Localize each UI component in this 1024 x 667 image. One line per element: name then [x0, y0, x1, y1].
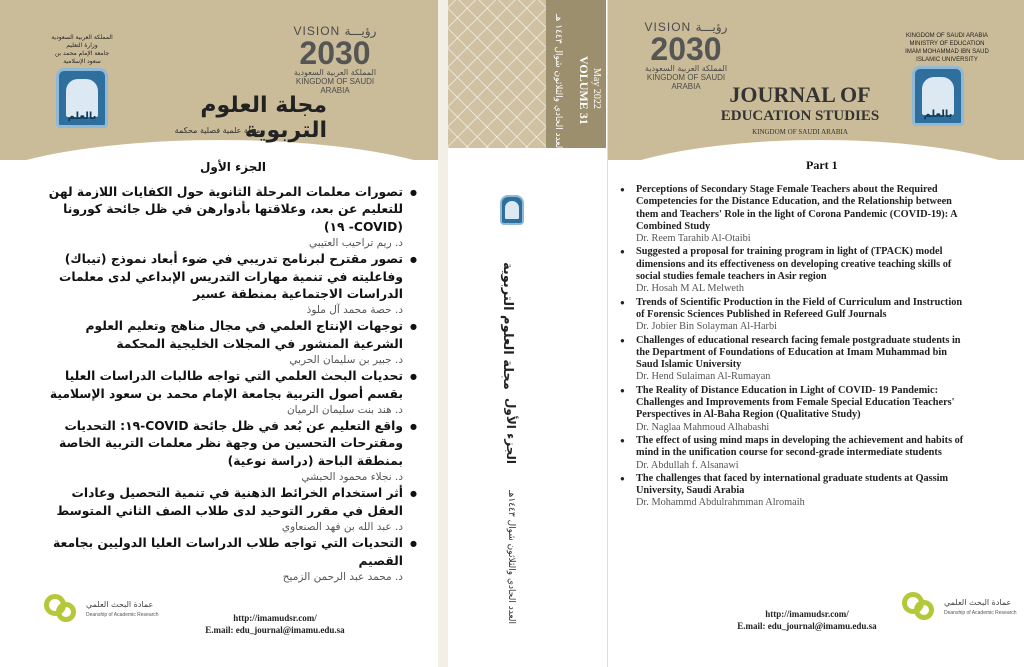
- article-title: Suggested a proposal for training program in light of (TPACK) model dimensions and its effectiveness on developing creative teaching skills of social studies female teachers in Asir region: [636, 246, 952, 283]
- article-title: أثر استخدام الخرائط الذهنية في تنمية التحصيل وعادات العقل في مقرر التوحيد لدى طلاب الصف الثاني المتوسط: [56, 486, 403, 518]
- article-author: Dr. Jobier Bin Solayman Al-Harbi: [636, 321, 777, 333]
- back-journal-title: مجلة العلوم التربوية: [200, 93, 327, 143]
- deanship-name-en: Deanship of Academic Research: [86, 612, 159, 618]
- back-journal-subtitle: مجلة علمية فصلية محكمة: [174, 126, 261, 135]
- article-item: [32, 251, 417, 317]
- spine-journal-title-ar: مجلة العلوم التربوية: [500, 262, 515, 390]
- vision-country-ar: المملكة العربية السعودية: [293, 68, 377, 77]
- article-title: Challenges of educational research facing female postgraduate students in the Department of Foundations of Education at Imam Muhammad bin Saud Islamic University: [636, 334, 961, 371]
- article-title: تصور مقترح لبرنامج تدريبي في ضوء أبعاد نموذج (تيباك) وفاعليته في تنمية مهارات التدريس الإبداعي لدى معلمات الدراسات الاجتماعية بمنطقة عسير: [58, 252, 403, 302]
- vision-country-ar: المملكة العربية السعودية: [644, 64, 728, 73]
- vision-year: 2030: [299, 35, 371, 71]
- spine-issue-ar: العدد الحادي والثلاثون شوال ١٤٤٣ هـ: [553, 14, 563, 151]
- article-author: Dr. Naglaa Mahmoud Alhabashi: [636, 421, 770, 433]
- front-deanship-logo: [900, 588, 1015, 628]
- spine-university-logo: [500, 195, 524, 225]
- article-title: Trends of Scientific Production in the Field of Curriculum and Instruction of Forensic Sciences Published in Refereed Gulf Journals: [636, 296, 963, 320]
- front-contact-email[interactable]: E.mail: edu_journal@imamu.edu.sa: [737, 621, 877, 631]
- front-journal-title-line1: JOURNAL OF: [729, 82, 871, 107]
- spine-left-strip: [438, 0, 448, 667]
- back-articles-list: [32, 184, 417, 585]
- back-contact-email[interactable]: E.mail: edu_journal@imamu.edu.sa: [205, 625, 345, 635]
- article-item: [620, 435, 970, 472]
- article-title: The challenges that faced by international graduate students at Qassim University, Saudi Arabia: [636, 472, 949, 497]
- back-university-line: جامعة الإمام محمد بن سعود الإسلامية: [54, 50, 110, 65]
- back-university-logo: [56, 68, 108, 128]
- front-university-line: ISLAMIC UNIVERSITY: [916, 57, 978, 63]
- back-university-block: [48, 34, 116, 66]
- article-author: د. محمد عبد الرحمن الزميح: [282, 570, 403, 583]
- front-contact: [712, 608, 902, 632]
- deanship-name-ar: عمادة البحث العلمي: [944, 598, 1012, 607]
- article-item: [32, 535, 417, 584]
- vision-label-ar: رؤيـــة: [344, 24, 377, 38]
- front-university-logo: [912, 66, 964, 126]
- deanship-name-ar: عمادة البحث العلمي: [86, 600, 154, 609]
- front-journal-subtitle: KINGDOM OF SAUDI ARABIA: [752, 128, 848, 136]
- back-contact: [180, 612, 370, 636]
- vision-label: VISION: [293, 24, 341, 38]
- article-item: [32, 368, 417, 417]
- back-deanship-logo: [42, 590, 172, 630]
- front-university-block: [898, 32, 996, 64]
- article-title: تصورات معلمات المرحلة الثانوية حول الكفايات اللازمة لهن للتعليم عن بعد، وعلاقتها بأدوارهن في ظل جائحة كورونا (COVID- ١٩): [48, 185, 403, 234]
- article-item: [32, 485, 417, 534]
- back-part-title: الجزء الأول: [200, 160, 266, 174]
- article-item: [620, 385, 970, 434]
- deanship-mark-icon: [42, 590, 82, 630]
- front-university-line: IMAM MOHAMMAD IBN SAUD: [905, 49, 989, 55]
- deanship-name-en: Deanship of Academic Research: [944, 610, 1017, 616]
- article-author: Dr. Mohammd Abdulrahmman Alromaih: [636, 497, 805, 509]
- article-author: د. ريم تراحيب العتيبي: [308, 237, 403, 250]
- article-title: Perceptions of Secondary Stage Female Teachers about the Required Competencies for the Distance Education, and the Relationship between them and Teachers' Role in the light of Corona Pandemic (COVID-19): A Combined Study: [636, 184, 958, 232]
- article-author: د. جبير بن سليمان الحربي: [289, 354, 403, 367]
- vision-year: 2030: [650, 31, 722, 67]
- deanship-mark-icon: [900, 588, 940, 628]
- back-university-line: وزارة التعليم: [66, 42, 98, 49]
- article-author: Dr. Hend Sulaiman Al-Rumayan: [636, 371, 771, 383]
- vision-label-ar: رؤيـــة: [695, 20, 728, 34]
- article-title: The Reality of Distance Education in Light of COVID- 19 Pandemic: Challenges and Improvements from Female Special Education Teachers' Perspectives in Al-Baha Region (Qualitative Study): [636, 384, 955, 421]
- spine-issue-date-ar: العدد الحادي والثلاثون شوال ١٤٤٣هـ: [506, 490, 516, 625]
- spine-geometric-pattern: [448, 0, 546, 148]
- front-contact-url[interactable]: http://imamudsr.com/: [765, 609, 849, 619]
- back-vision-2030-logo: [290, 24, 380, 95]
- front-logo-word: بالعلم: [923, 109, 953, 120]
- front-journal-title-line2: EDUCATION STUDIES: [720, 108, 880, 124]
- article-item: [620, 184, 970, 245]
- article-item: [620, 297, 970, 334]
- article-author: Dr. Hosah M AL Melweth: [636, 283, 745, 295]
- article-author: Dr. Abdullah f. Alsanawi: [636, 459, 739, 471]
- article-title: تحديات البحث العلمي التي تواجه طالبات الدراسات العليا بقسم أصول التربية بجامعة الإمام محمد بن سعود الإسلامية: [49, 369, 403, 401]
- vision-label: VISION: [644, 20, 692, 34]
- back-university-line: المملكة العربية السعودية: [51, 34, 113, 41]
- article-author: د. حصة محمد آل ملوذ: [306, 304, 403, 317]
- article-item: [620, 246, 970, 295]
- spine-date: May 2022: [591, 68, 602, 109]
- vision-country-en: KINGDOM OF SAUDI ARABIA: [646, 73, 726, 91]
- article-item: [32, 318, 417, 367]
- spine-volume: VOLUME 31: [577, 56, 591, 125]
- front-university-line: KINGDOM OF SAUDI ARABIA: [905, 33, 988, 39]
- back-contact-url[interactable]: http://imamudsr.com/: [233, 613, 317, 623]
- article-author: د. عبد الله بن فهد الصنعاوي: [281, 521, 403, 534]
- front-university-line: MINISTRY OF EDUCATION: [909, 41, 985, 47]
- article-item: [32, 418, 417, 484]
- back-logo-word: بالعلم: [67, 111, 97, 122]
- article-item: [620, 335, 970, 384]
- front-part-title: Part 1: [806, 158, 838, 172]
- article-title: The effect of using mind maps in developing the achievement and habits of mind in the unification course for second-grade intermediate students: [636, 434, 964, 459]
- article-item: [620, 473, 970, 510]
- article-author: د. هند بنت سليمان الرميان: [286, 404, 403, 417]
- article-title: واقع التعليم عن بُعد في ظل جائحة COVID-١٩: التحديات ومقترحات التحسين من وجهة نظر معلمات التربية الخاصة بمنطقة الباحة (دراسة نوعية): [59, 419, 403, 468]
- spine-part-ar: الجزء الأول: [504, 398, 518, 464]
- vision-country-en: KINGDOM OF SAUDI ARABIA: [295, 77, 375, 95]
- article-title: توجهات الإنتاج العلمي في مجال مناهج وتعليم العلوم الشرعية المنشور في المجلات الخليجية المحكمة: [85, 319, 403, 351]
- front-vision-2030-logo: [640, 20, 732, 91]
- article-author: د. نجلاء محمود الحبشي: [301, 471, 403, 484]
- front-articles-list: [620, 184, 970, 511]
- article-author: Dr. Reem Tarahib Al-Otaibi: [636, 233, 751, 245]
- article-item: [32, 184, 417, 250]
- article-title: التحديات التي تواجه طلاب الدراسات العليا الدوليين بجامعة القصيم: [53, 536, 403, 568]
